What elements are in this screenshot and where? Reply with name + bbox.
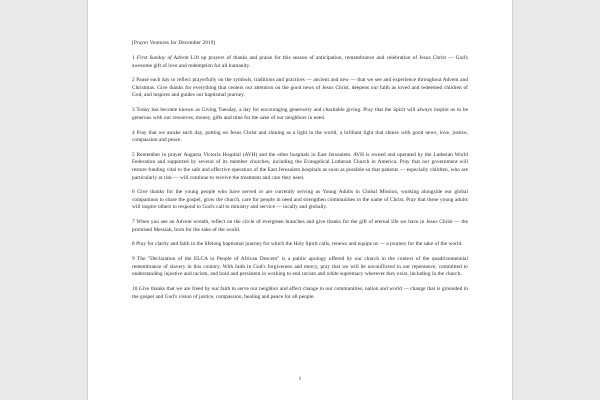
prayer-item bbox=[132, 130, 468, 145]
prayer-item bbox=[132, 256, 468, 279]
prayer-item-number: 4 bbox=[132, 129, 135, 136]
prayer-item-text: Remember in prayer Augusta Victoria Hospital (AVH) and the other hospitals in East Jerusalem. AVH is owned and operated by the Lutheran World Federation and supported by several of its member churches, including the Evangelical Lutheran Church in America. Pray that our government will restore funding vital to the safe and effective operation of the East Jerusalem hospitals as soon as possible so that patients — especially children, who are particularly at risk — will continue to receive the treatment and care they need. bbox=[132, 151, 470, 181]
prayer-item-number: 2 bbox=[132, 77, 135, 84]
prayer-item bbox=[132, 107, 468, 122]
prayer-item-number: 9 bbox=[132, 256, 135, 263]
prayer-item bbox=[132, 189, 468, 212]
page-number: 1 bbox=[298, 376, 302, 382]
prayer-item-number: 6 bbox=[132, 189, 135, 196]
prayer-item bbox=[132, 286, 468, 301]
prayer-item-number: 3 bbox=[132, 107, 135, 114]
prayer-item bbox=[132, 241, 468, 249]
prayer-item-number: 5 bbox=[132, 151, 135, 158]
prayer-item-emphasis: First Sunday of Advent bbox=[136, 55, 189, 62]
prayer-item-number: 10 bbox=[132, 286, 138, 293]
prayer-item-number: 7 bbox=[132, 219, 135, 226]
document-title: [Prayer Ventures for December 2019] bbox=[132, 40, 216, 46]
prayer-item-text: Give thanks that we are freed by our faith to serve our neighbor and affect change in our communities, nation and world — change that is grounded in the gospel and God's vision of justice, compassion, healing and peace for all people. bbox=[132, 286, 470, 300]
prayer-item bbox=[132, 55, 468, 70]
prayer-item-text: Today has become known as Giving Tuesday, a day for encouraging generosity and charitable giving. Pray that the Spirit will always inspire us to be generous with our resources, money, gifts and time for the sake of our neighbors in need. bbox=[132, 107, 470, 121]
document-page bbox=[88, 0, 512, 400]
prayer-item bbox=[132, 77, 468, 100]
prayer-item-text: The "Declaration of the ELCA to People of African Descent" is a public apology offered by our church in the context of the quadricentennial remembrance of slavery in this country. With faith in God's forgiveness and mercy, pray that we will be unconflicted in our repentance, committed to understanding injustice and racism, and bold and persistent in working to end racism and white supremacy wherever they exist, including in the church. bbox=[132, 256, 470, 278]
prayer-item-text: Pray that we awake each day, putting on Jesus Christ and shining as a light in the world, a brilliant light that shines with good news, love, justice, compassion and peace. bbox=[132, 129, 470, 144]
prayer-item-text: Pray for clarity and faith in the lifelong baptismal journey for which the Holy Spirit calls, renews and equips us — a journey for the sake of the world. bbox=[136, 241, 463, 248]
prayer-item-number: 8 bbox=[132, 241, 135, 248]
prayer-item bbox=[132, 152, 468, 182]
prayer-item bbox=[132, 219, 468, 234]
prayer-item-number: 1 bbox=[132, 55, 135, 62]
prayer-item-text: Lift up prayers of thanks and praise for this season of anticipation, remembrance and celebration of Jesus Christ — God's awesome gift of love and redemption for all humanity. bbox=[132, 55, 470, 69]
prayer-item-text: Give thanks for the young people who have served or are currently serving as Young Adults in Global Mission, working alongside our global companions to share the gospel, grow the church, care for people in need and strengthen communities in the name of Christ. Pray that these young adults will inspire others to respond to God's call to ministry and service — locally and globally. bbox=[132, 189, 470, 211]
prayer-item-text: Pause each day to reflect prayerfully on the symbols, traditions and practices — ancient and new — that we see and experience throughout Advent and Christmas. Give thanks for everything that centers our attention on the good news of Jesus Christ, deepens our faith as loved and redeemed children of God, and inspires and guides our baptismal journey. bbox=[132, 77, 470, 99]
page-content bbox=[88, 0, 512, 400]
prayer-item-text: When you see an Advent wreath, reflect on the circle of evergreen branches and give thanks for the gift of eternal life we have in Jesus Christ — the promised Messiah, born for the sake of the world. bbox=[132, 219, 470, 233]
prayer-list bbox=[132, 55, 468, 301]
